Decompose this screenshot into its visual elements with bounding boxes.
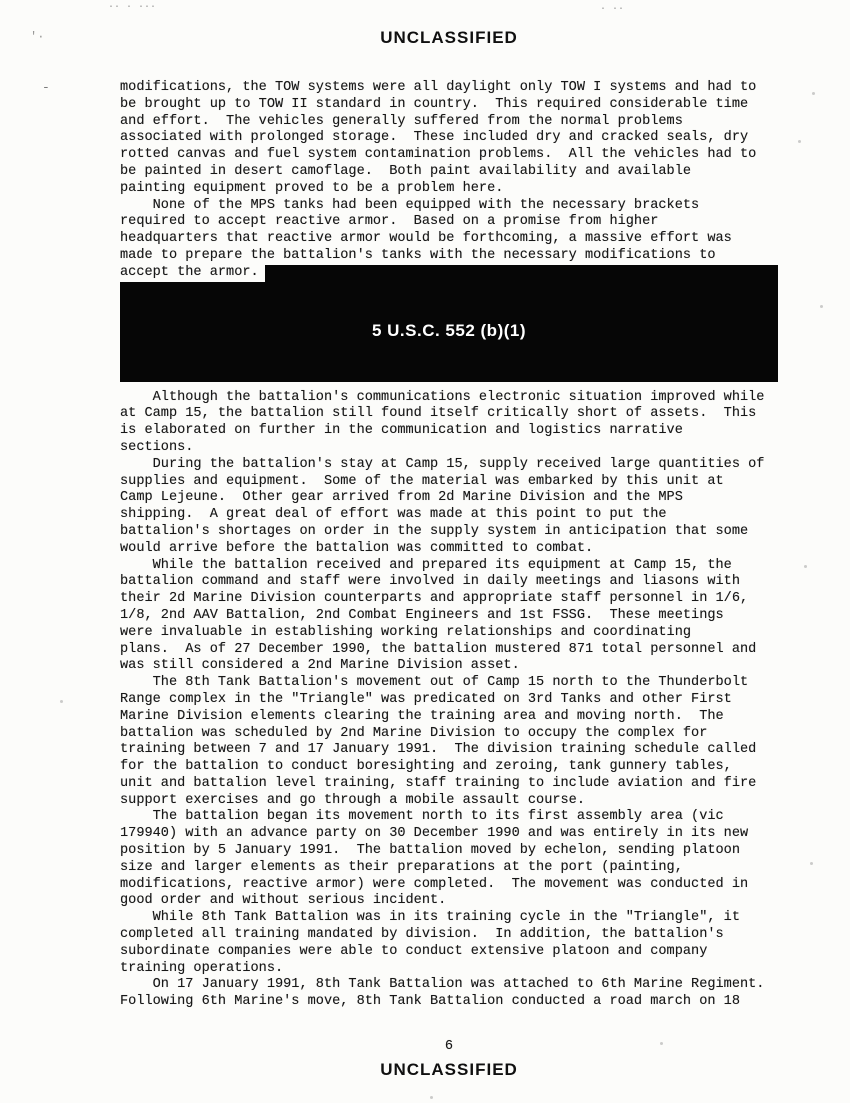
text-line: modifications, reactive armor) were completed. The movement was conducted in: [120, 876, 749, 892]
text-line: position by 5 January 1991. The battalion moved by echelon, sending platoon: [120, 843, 740, 859]
text-line: was still considered a 2nd Marine Division asset.: [120, 658, 520, 674]
text-line: While the battalion received and prepared its equipment at Camp 15, the: [120, 557, 732, 573]
text-line: at Camp 15, the battalion still found itself critically short of assets. This: [120, 406, 757, 422]
text-line: sections.: [120, 439, 194, 455]
text-line: completed all training mandated by division. In addition, the battalion's: [120, 927, 724, 943]
text-line: battalion's shortages on order in the supply system in anticipation that some: [120, 523, 749, 539]
text-line: rotted canvas and fuel system contamination problems. All the vehicles had to: [120, 147, 757, 163]
text-line: unit and battalion level training, staff training to include aviation and fire: [120, 775, 757, 791]
scan-mark-corner: '·: [30, 30, 45, 44]
scan-speck: [810, 862, 813, 865]
text-line: subordinate companies were able to conduct extensive platoon and company: [120, 943, 708, 959]
text-line: headquarters that reactive armor would be forthcoming, a massive effort was: [120, 231, 732, 247]
text-line: Range complex in the "Triangle" was predicated on 3rd Tanks and other First: [120, 691, 732, 707]
text-line: be painted in desert camoflage. Both paint availability and available: [120, 163, 692, 179]
text-line: Camp Lejeune. Other gear arrived from 2d Marine Division and the MPS: [120, 490, 683, 506]
text-line: shipping. A great deal of effort was made at this point to put the: [120, 507, 667, 523]
page-number: 6: [444, 1039, 454, 1054]
text-line: be brought up to TOW II standard in country. This required considerable time: [120, 96, 749, 112]
scan-mark-top-left: ·· · ···: [108, 2, 157, 13]
scan-speck: [812, 92, 815, 95]
text-line: training operations.: [120, 960, 284, 976]
text-line: On 17 January 1991, 8th Tank Battalion was attached to 6th Marine Regiment.: [120, 977, 765, 993]
paragraph-block-top: [120, 80, 778, 265]
text-line: is elaborated on further in the communication and logistics narrative: [120, 423, 683, 439]
text-line: Marine Division elements clearing the training area and moving north. The: [120, 708, 724, 724]
scan-mark-top-right: · ··: [600, 4, 625, 15]
text-line: 179940) with an advance party on 30 December 1990 and was entirely in its new: [120, 826, 749, 842]
text-line: battalion was scheduled by 2nd Marine Division to occupy the complex for: [120, 725, 708, 741]
text-line: painting equipment proved to be a problem here.: [120, 180, 504, 196]
document-body: [120, 80, 778, 1011]
redaction-block: [120, 282, 778, 382]
text-line: During the battalion's stay at Camp 15, supply received large quantities of: [120, 456, 765, 472]
paragraph-block-bottom: [120, 390, 778, 1011]
text-line: were invaluable in establishing working relationships and coordinating: [120, 624, 692, 640]
text-line: training between 7 and 17 January 1991. The division training schedule called: [120, 742, 757, 758]
text-line: support exercises and go through a mobile assault course.: [120, 792, 585, 808]
scan-mark-margin-dash: -: [42, 80, 50, 95]
text-line: plans. As of 27 December 1990, the battalion mustered 871 total personnel and: [120, 641, 757, 657]
classification-header: UNCLASSIFIED: [380, 28, 518, 47]
scan-speck: [820, 305, 823, 308]
text-line: good order and without serious incident.: [120, 893, 447, 909]
text-line: associated with prolonged storage. These included dry and cracked seals, dry: [120, 130, 749, 146]
redaction-bar: [265, 265, 778, 282]
scan-speck: [60, 700, 63, 703]
partially-redacted-line: [120, 265, 778, 282]
text-line: modifications, the TOW systems were all daylight only TOW I systems and had to: [120, 80, 757, 95]
text-line: their 2d Marine Division counterparts and appropriate staff personnel in 1/6,: [120, 591, 749, 607]
redacted-line-text: accept the armor.: [120, 264, 259, 280]
scan-speck: [430, 1096, 433, 1099]
text-line: for the battalion to conduct boresighting and zeroing, tank gunnery tables,: [120, 759, 732, 775]
text-line: size and larger elements as their preparations at the port (painting,: [120, 859, 683, 875]
text-line: While 8th Tank Battalion was in its training cycle in the "Triangle", it: [120, 910, 740, 926]
text-line: made to prepare the battalion's tanks with the necessary modifications to: [120, 247, 716, 263]
text-line: Although the battalion's communications electronic situation improved while: [120, 389, 765, 405]
text-line: The battalion began its movement north to its first assembly area (vic: [120, 809, 724, 825]
redaction-exemption-stamp: 5 U.S.C. 552 (b)(1): [371, 321, 527, 341]
text-line: would arrive before the battalion was committed to combat.: [120, 540, 594, 556]
text-line: None of the MPS tanks had been equipped with the necessary brackets: [120, 197, 700, 213]
text-line: supplies and equipment. Some of the material was embarked by this unit at: [120, 473, 724, 489]
page-footer: [120, 1038, 778, 1080]
text-line: The 8th Tank Battalion's movement out of Camp 15 north to the Thunderbolt: [120, 675, 749, 691]
text-line: and effort. The vehicles generally suffered from the normal problems: [120, 113, 683, 129]
scan-speck: [804, 565, 807, 568]
text-line: 1/8, 2nd AAV Battalion, 2nd Combat Engineers and 1st FSSG. These meetings: [120, 607, 724, 623]
text-line: required to accept reactive armor. Based on a promise from higher: [120, 214, 659, 230]
classification-footer: UNCLASSIFIED: [380, 1060, 518, 1079]
text-line: battalion command and staff were involved in daily meetings and liasons with: [120, 574, 740, 590]
scan-speck: [798, 140, 801, 143]
text-line: Following 6th Marine's move, 8th Tank Battalion conducted a road march on 18: [120, 994, 740, 1010]
